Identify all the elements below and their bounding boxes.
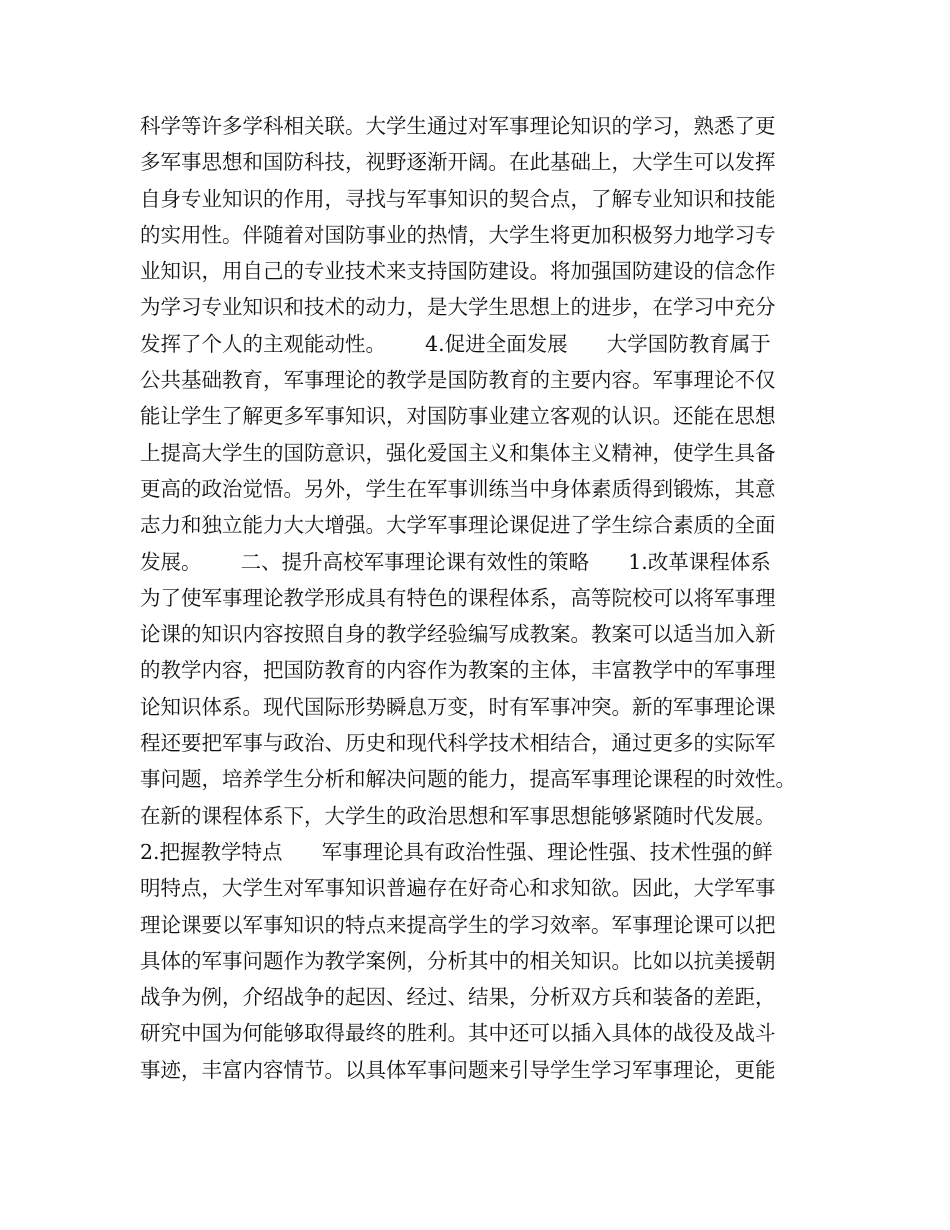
text-line: 具体的军事问题作为教学案例，分析其中的相关知识。比如以抗美援朝 bbox=[140, 948, 776, 973]
text-line: 事问题，培养学生分析和解决问题的能力，提高军事理论课程的时效性。 bbox=[140, 767, 796, 792]
text-line: 程还要把军事与政治、历史和现代科学技术相结合，通过更多的实际军 bbox=[140, 731, 776, 756]
text-line: 公共基础教育，军事理论的教学是国防教育的主要内容。军事理论不仅 bbox=[140, 368, 776, 393]
text-line: 在新的课程体系下，大学生的政治思想和军事思想能够紧随时代发展。 bbox=[140, 803, 776, 828]
text-line: 志力和独立能力大大增强。大学军事理论课促进了学生综合素质的全面 bbox=[140, 513, 776, 538]
text-line: 理论课要以军事知识的特点来提高学生的学习效率。军事理论课可以把 bbox=[140, 912, 776, 937]
text-line: 为学习专业知识和技术的动力，是大学生思想上的进步，在学习中充分 bbox=[140, 295, 776, 320]
text-line: 事迹，丰富内容情节。以具体军事问题来引导学生学习军事理论，更能 bbox=[140, 1057, 776, 1082]
text-line: 的实用性。伴随着对国防事业的热情，大学生将更加积极努力地学习专 bbox=[140, 222, 776, 247]
text-line: 为了使军事理论教学形成具有特色的课程体系，高等院校可以将军事理 bbox=[140, 585, 776, 610]
text-line: 业知识，用自己的专业技术来支持国防建设。将加强国防建设的信念作 bbox=[140, 259, 776, 284]
text-line: 的教学内容，把国防教育的内容作为教案的主体，丰富教学中的军事理 bbox=[140, 658, 776, 683]
text-line: 多军事思想和国防科技，视野逐渐开阔。在此基础上，大学生可以发挥 bbox=[140, 150, 776, 175]
text-line: 发挥了个人的主观能动性。 4.促进全面发展 大学国防教育属于 bbox=[140, 331, 771, 356]
text-line: 上提高大学生的国防意识，强化爱国主义和集体主义精神，使学生具备 bbox=[140, 440, 776, 465]
text-line: 研究中国为何能够取得最终的胜利。其中还可以插入具体的战役及战斗 bbox=[140, 1021, 776, 1046]
text-line: 更高的政治觉悟。另外，学生在军事训练当中身体素质得到锻炼，其意 bbox=[140, 476, 776, 501]
text-line: 明特点，大学生对军事知识普遍存在好奇心和求知欲。因此，大学军事 bbox=[140, 876, 776, 901]
text-line: 发展。 二、提升高校军事理论课有效性的策略 1.改革课程体系 bbox=[140, 549, 771, 574]
text-line: 论课的知识内容按照自身的教学经验编写成教案。教案可以适当加入新 bbox=[140, 622, 776, 647]
text-line: 战争为例，介绍战争的起因、经过、结果，分析双方兵和装备的差距， bbox=[140, 985, 776, 1010]
text-line: 科学等许多学科相关联。大学生通过对军事理论知识的学习，熟悉了更 bbox=[140, 114, 776, 138]
text-line: 2.把握教学特点 军事理论具有政治性强、理论性强、技术性强的鲜 bbox=[140, 839, 773, 864]
text-line: 自身专业知识的作用，寻找与军事知识的契合点，了解专业知识和技能 bbox=[140, 186, 776, 211]
text-line: 论知识体系。现代国际形势瞬息万变，时有军事冲突。新的军事理论课 bbox=[140, 694, 776, 719]
text-line: 能让学生了解更多军事知识，对国防事业建立客观的认识。还能在思想 bbox=[140, 404, 776, 429]
body-text bbox=[140, 108, 840, 1088]
